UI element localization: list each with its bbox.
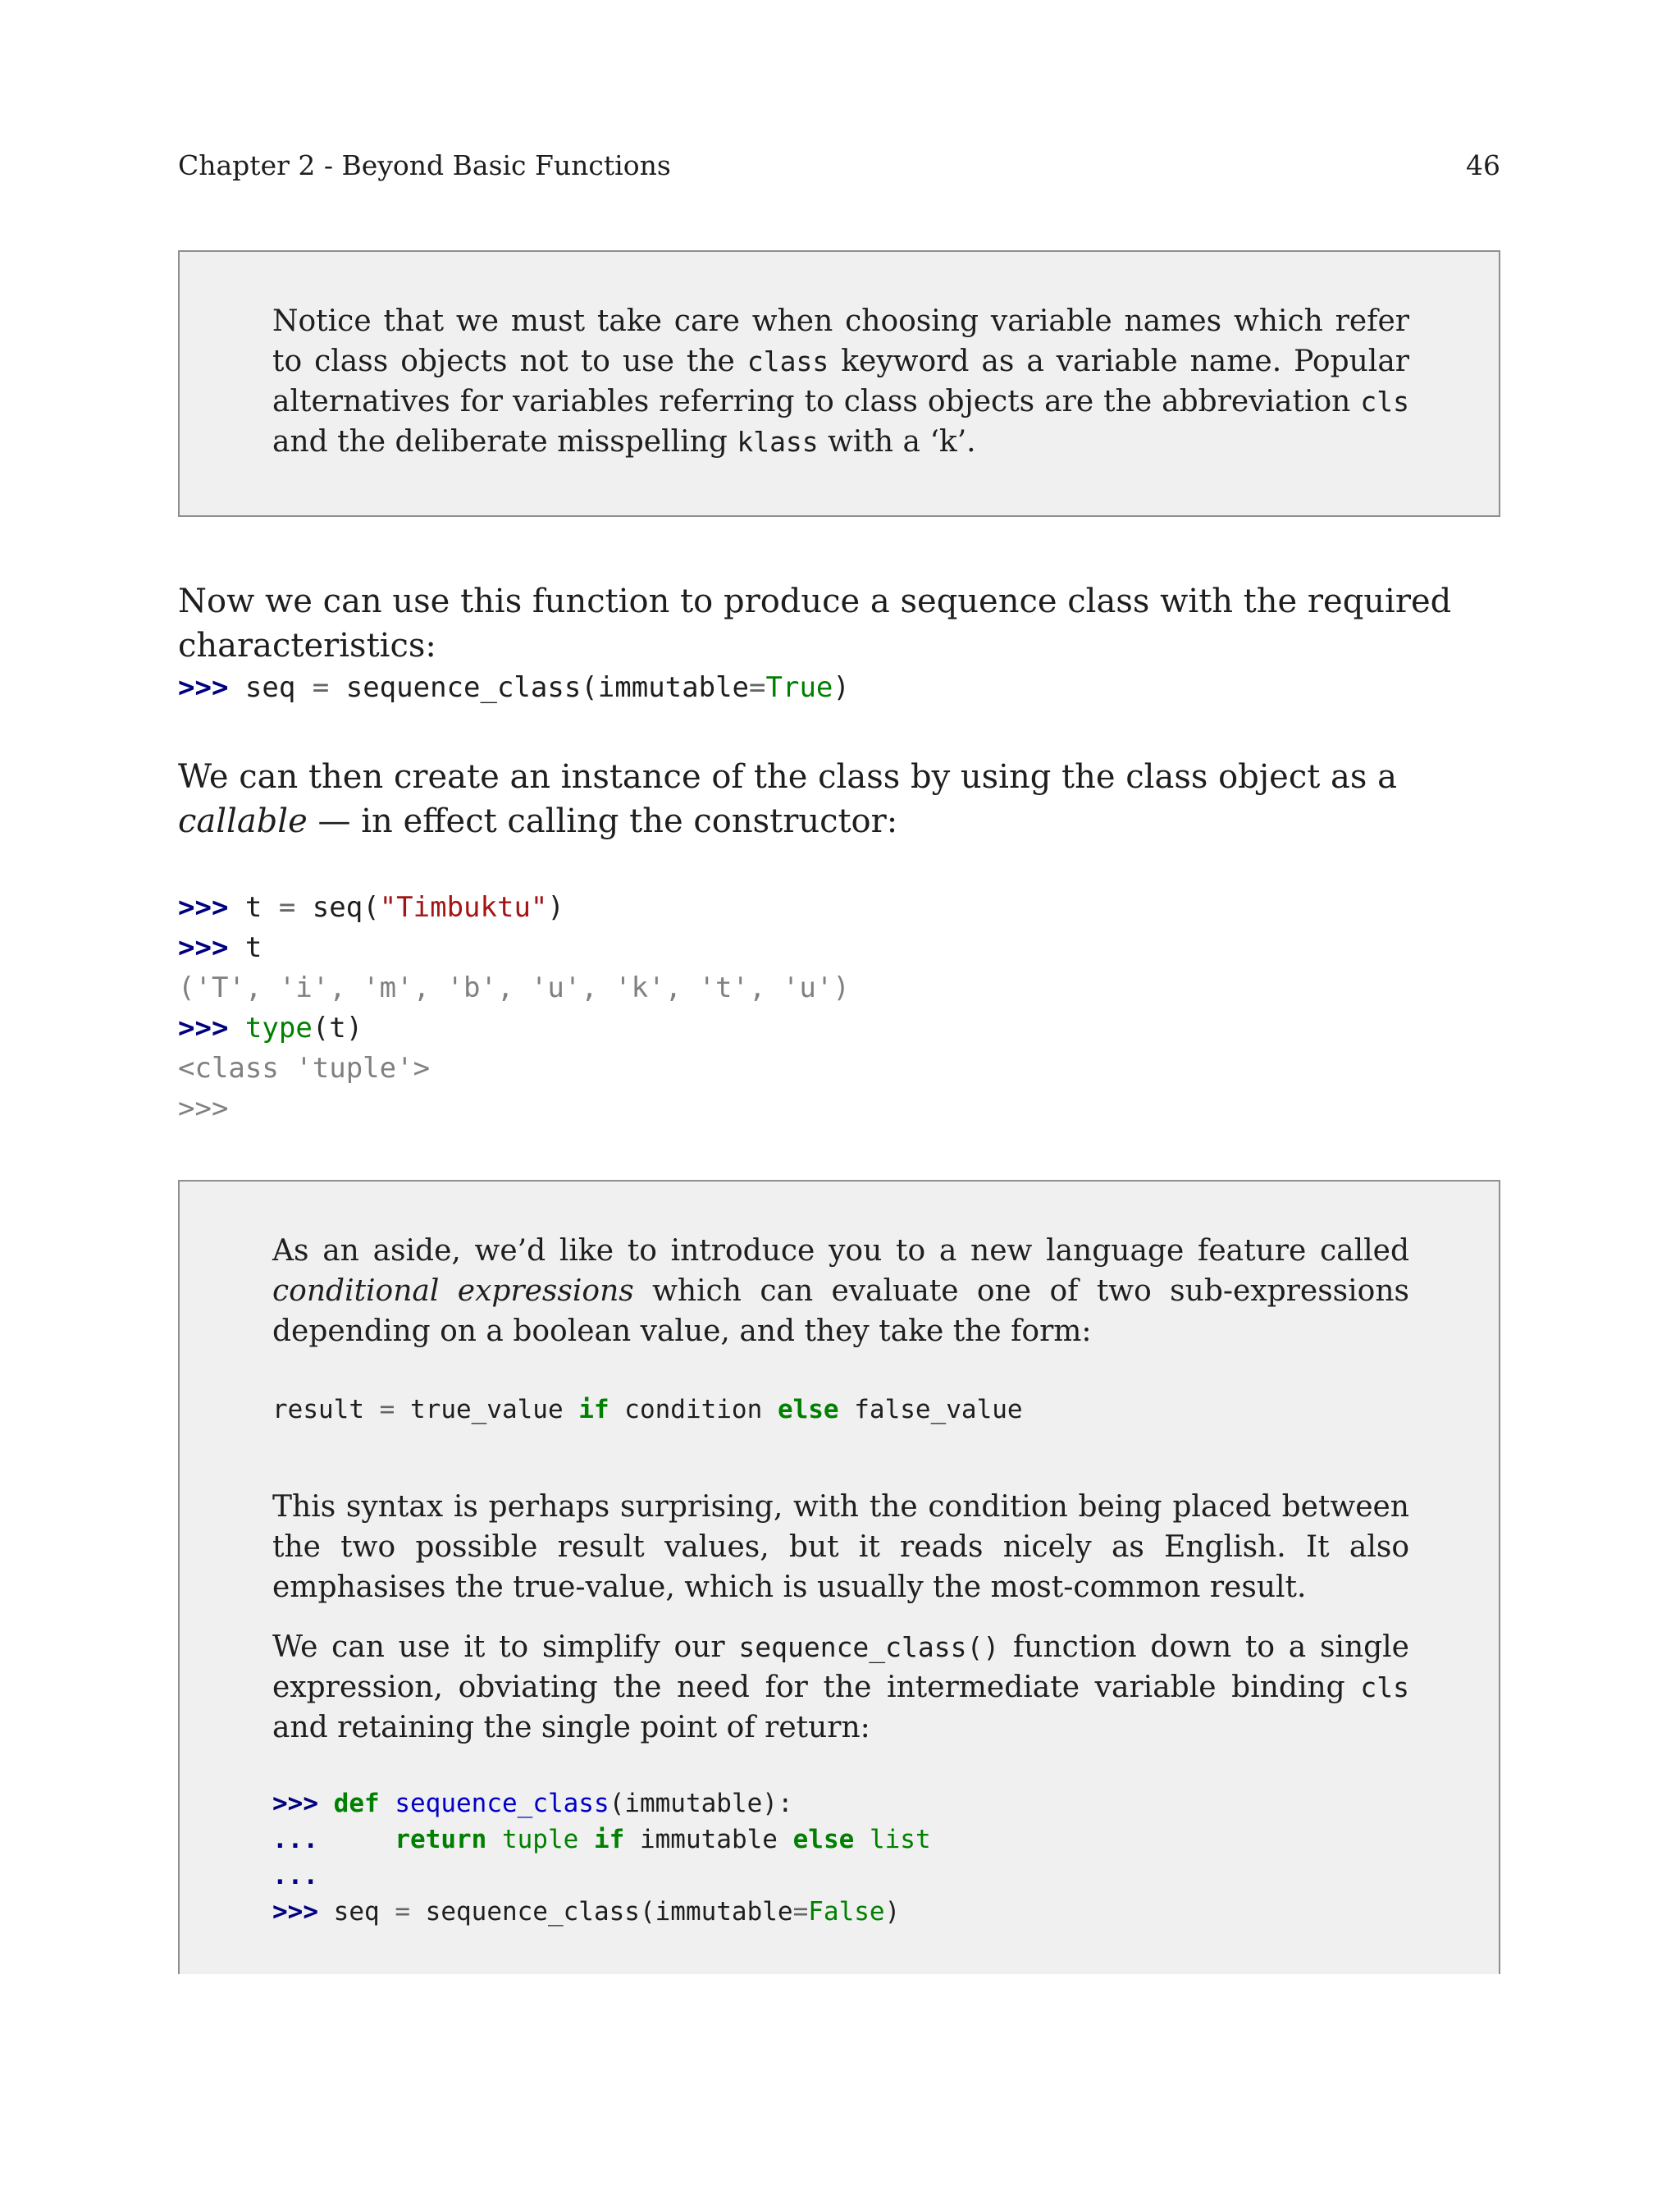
code-output-line: >>> [178,1092,229,1125]
code-line: >>> type(t) [178,1012,363,1045]
body-paragraph: We can then create an instance of the class by using the class object as a callable — in effect calling the constructor: [178,758,1397,840]
aside-paragraph: This syntax is perhaps surprising, with the condition being placed between the two possible result values, but it reads nicely as English. It also emphasises the true-value, which is usually the most-common result. [272,1490,1409,1604]
inline-code: cls [1360,386,1409,418]
aside-paragraph: We can use it to simplify our sequence_class() function down to a single expression, obviating the need for the intermediate variable binding cls and retaining the single point of return: [272,1630,1409,1744]
aside-box-conditional-expressions [178,1180,1500,1974]
body-paragraph: Now we can use this function to produce a sequence class with the required characteristics: [178,583,1452,665]
code-line: ... return tuple if immutable else list [272,1825,931,1854]
code-output-line: ('T', 'i', 'm', 'b', 'u', 'k', 't', 'u') [178,971,850,1004]
chapter-title: Chapter 2 - Beyond Basic Functions [178,149,671,181]
code-line: >>> t = seq("Timbuktu") [178,891,564,924]
inline-code: klass [737,426,819,458]
code-line: >>> seq = sequence_class(immutable=False) [272,1897,901,1927]
code-line: ... [272,1861,318,1890]
aside-box-variable-names [178,250,1500,517]
code-block-form: result = true_value if condition else false_value [272,1395,1023,1424]
code-block: >>> seq = sequence_class(immutable=True) [178,671,850,704]
running-header [178,146,1500,185]
inline-code: cls [1360,1671,1409,1703]
code-block-repl [272,1785,931,1930]
aside-paragraph: Notice that we must take care when choosing variable names which refer to class objects not to use the class keyword as a variable name. Popular alternatives for variables referring to class objects are the abbreviation cls and the deliberate misspelling klass with a ‘k’. [272,304,1409,459]
code-output-line: <class 'tuple'> [178,1052,431,1085]
page-number: 46 [1466,149,1500,181]
code-block-repl [178,888,850,1129]
aside-paragraph: As an aside, we’d like to introduce you to a new language feature called conditional expressions which can evaluate one of two sub-expressions depending on a boolean value, and they take the form: [272,1234,1409,1348]
inline-code: sequence_class() [738,1631,1000,1663]
code-line: >>> t [178,931,262,964]
code-line: >>> def sequence_class(immutable): [272,1789,793,1818]
inline-code: class [746,345,829,377]
